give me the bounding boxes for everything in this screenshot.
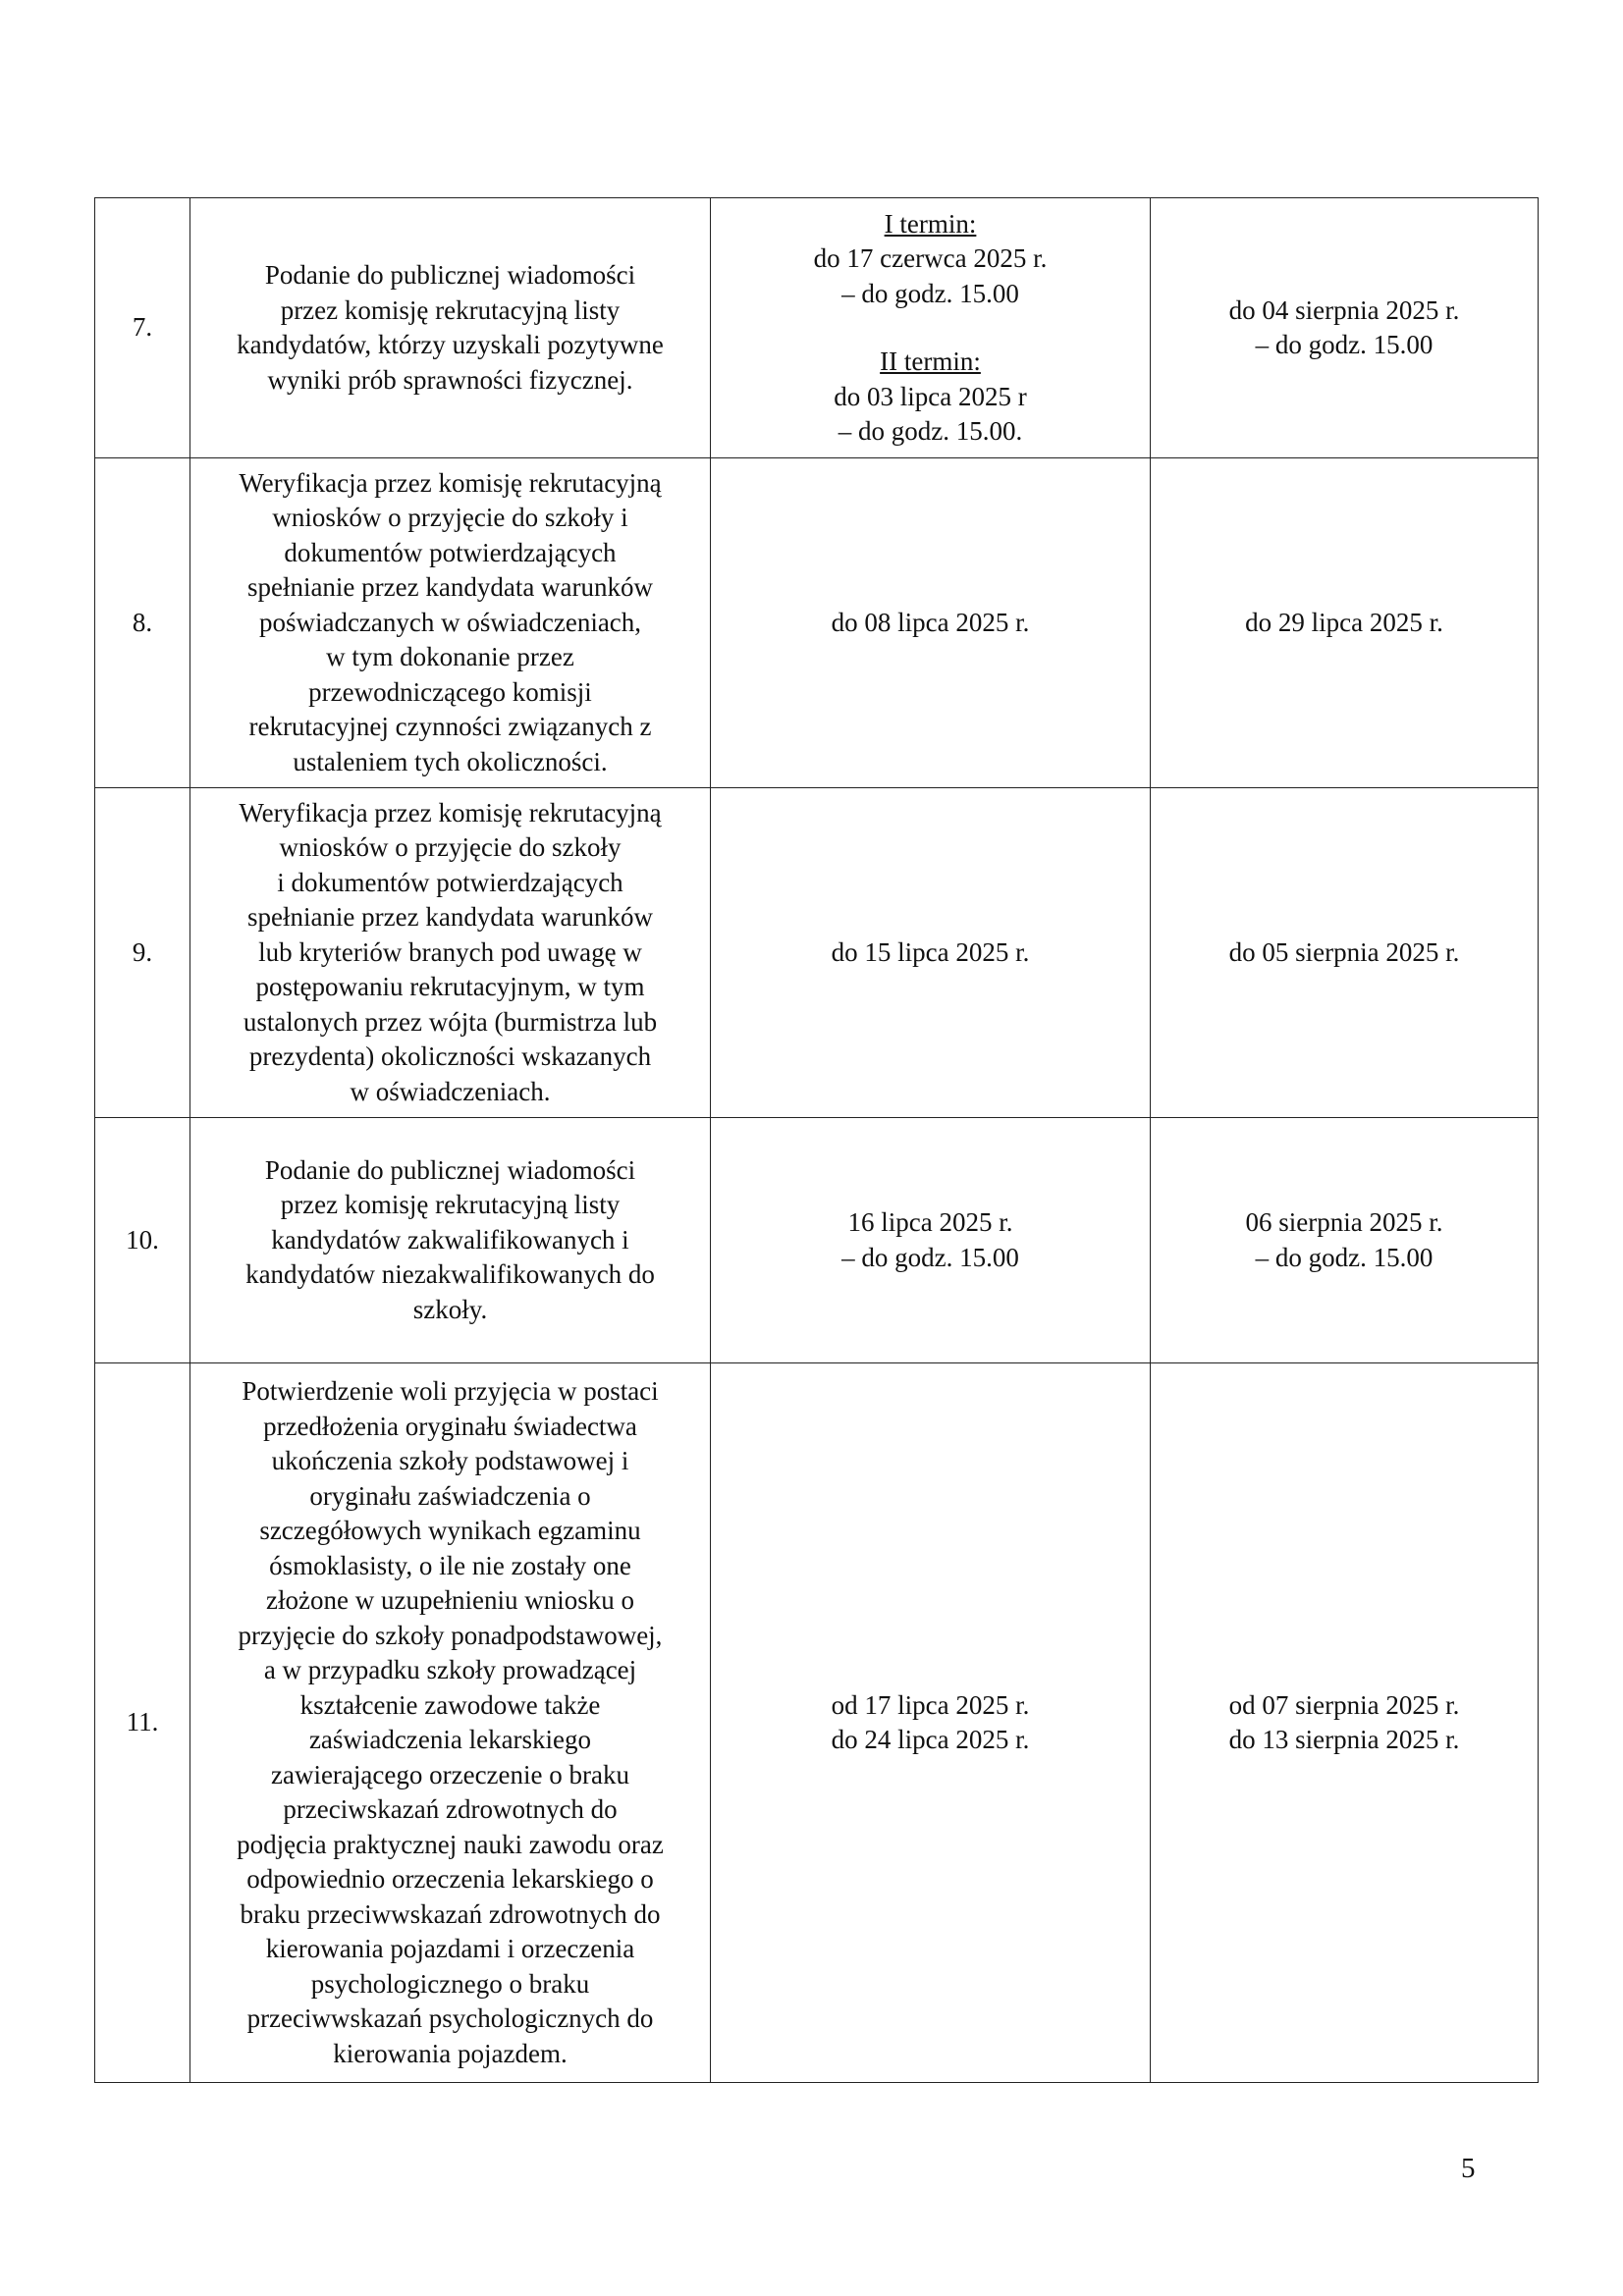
term-line: do 15 lipca 2025 r. [831, 936, 1030, 967]
table-row [95, 788, 1539, 1118]
term-line: do 17 czerwca 2025 r. [813, 243, 1048, 273]
description-line: kandydatów zakwalifikowanych i [271, 1224, 629, 1255]
description-line: Weryfikacja przez komisję rekrutacyjną [239, 797, 662, 828]
primary-term-cell [711, 1363, 1151, 2083]
recruitment-schedule-table [94, 197, 1539, 2083]
term-line: – do godz. 15.00 [1255, 1242, 1434, 1272]
term-line: – do godz. 15.00 [1255, 330, 1434, 359]
term-line: – do godz. 15.00. [838, 416, 1023, 446]
description-line: złożone w uzupełnieniu wniosku o [266, 1585, 634, 1615]
description-line: spełnianie przez kandydata warunków [246, 572, 654, 603]
term-line: do 29 lipca 2025 r. [1245, 607, 1443, 637]
term-line: do 04 sierpnia 2025 r. [1228, 294, 1460, 325]
term-line: do 03 lipca 2025 r [834, 381, 1027, 411]
term-line: do 08 lipca 2025 r. [831, 607, 1030, 637]
description-line: Weryfikacja przez komisję rekrutacyjną [239, 467, 662, 498]
row-number-cell [95, 1363, 190, 2083]
description-line: przeciwskazań zdrowotnych do [283, 1794, 618, 1824]
supplementary-term-cell [1151, 1118, 1539, 1363]
row-number: 9. [132, 936, 153, 967]
description-line: rekrutacyjnej czynności związanych z [248, 712, 652, 742]
description-cell [190, 788, 711, 1118]
description-line: wyniki prób sprawności fizycznej. [267, 364, 633, 395]
row-number-cell [95, 788, 190, 1118]
description-line: i dokumentów potwierdzających [277, 867, 623, 897]
description-line: odpowiednio orzeczenia lekarskiego o [246, 1864, 654, 1894]
description-line: kierowania pojazdami i orzeczenia [265, 1934, 635, 1963]
description-line: a w przypadku szkoły prowadzącej [263, 1655, 637, 1684]
description-line: w oświadczeniach. [350, 1076, 551, 1106]
description-line: Podanie do publicznej wiadomości [264, 1154, 636, 1185]
description-line: zawierającego orzeczenie o braku [270, 1759, 629, 1789]
term-line: – do godz. 15.00 [841, 1242, 1019, 1272]
row-number: 10. [126, 1224, 159, 1255]
table-row [95, 1118, 1539, 1363]
description-line: Podanie do publicznej wiadomości [264, 260, 636, 290]
description-line: przez komisję rekrutacyjną listy [280, 294, 621, 325]
description-line: ustalonych przez wójta (burmistrza lub [243, 1006, 658, 1037]
description-line: przez komisję rekrutacyjną listy [280, 1190, 621, 1220]
description-line: ósmoklasisty, o ile nie zostały one [269, 1550, 631, 1580]
row-number-cell [95, 458, 190, 788]
description-line: prezydenta) okoliczności wskazanych [248, 1041, 652, 1072]
term-heading: I termin: [884, 208, 977, 239]
description-line: przeciwwskazań psychologicznych do [246, 2003, 654, 2033]
description-cell [190, 1118, 711, 1363]
row-number: 11. [126, 1707, 159, 1737]
term-line: od 17 lipca 2025 r. [831, 1689, 1030, 1720]
description-line: kandydatów, którzy uzyskali pozytywne [237, 330, 664, 359]
term-line: od 07 sierpnia 2025 r. [1228, 1689, 1460, 1720]
description-line: szkoły. [412, 1294, 488, 1324]
description-line: poświadczanych w oświadczeniach, [258, 607, 642, 637]
term-line: do 13 sierpnia 2025 r. [1228, 1725, 1460, 1754]
term-line: 16 lipca 2025 r. [847, 1207, 1013, 1237]
table-row [95, 1363, 1539, 2083]
row-number: 8. [132, 607, 153, 637]
row-number: 7. [132, 312, 153, 343]
primary-term-cell [711, 198, 1151, 458]
description-line: lub kryteriów branych pod uwagę w [258, 936, 642, 967]
description-line: oryginału zaświadczenia o [309, 1480, 591, 1511]
primary-term-cell [711, 1118, 1151, 1363]
description-line: ukończenia szkoły podstawowej i [271, 1446, 629, 1475]
description-line: ustaleniem tych okoliczności. [293, 746, 608, 776]
row-number-cell [95, 1118, 190, 1363]
description-line: wniosków o przyjęcie do szkoły i [272, 503, 628, 533]
description-line: Potwierdzenie woli przyjęcia w postaci [242, 1376, 659, 1406]
description-line: braku przeciwwskazań zdrowotnych do [240, 1898, 661, 1929]
supplementary-term-cell [1151, 1363, 1539, 2083]
supplementary-term-cell [1151, 458, 1539, 788]
description-cell [190, 198, 711, 458]
description-line: dokumentów potwierdzających [284, 537, 617, 567]
table-row [95, 198, 1539, 458]
term-line: do 05 sierpnia 2025 r. [1228, 936, 1460, 967]
supplementary-term-cell [1151, 198, 1539, 458]
term-line: do 24 lipca 2025 r. [831, 1725, 1030, 1754]
row-number-cell [95, 198, 190, 458]
description-line: szczegółowych wynikach egzaminu [259, 1516, 641, 1545]
term-heading: II termin: [880, 347, 981, 376]
description-line: zaświadczenia lekarskiego [308, 1725, 592, 1754]
description-line: psychologicznego o braku [310, 1968, 590, 1999]
description-line: spełnianie przez kandydata warunków [246, 902, 654, 933]
description-line: postępowaniu rekrutacyjnym, w tym [255, 972, 645, 1002]
description-line: przewodniczącego komisji [308, 676, 592, 707]
primary-term-cell [711, 788, 1151, 1118]
description-cell [190, 1363, 711, 2083]
description-cell [190, 458, 711, 788]
description-line: kandydatów niezakwalifikowanych do [245, 1259, 655, 1290]
page-number: 5 [1461, 2153, 1476, 2184]
description-line: podjęcia praktycznej nauki zawodu oraz [237, 1829, 664, 1859]
primary-term-cell [711, 458, 1151, 788]
term-line: – do godz. 15.00 [841, 278, 1019, 308]
description-line: przedłożenia oryginału świadectwa [263, 1411, 637, 1441]
term-spacer [725, 311, 1136, 345]
description-line: kształcenie zawodowe także [299, 1689, 601, 1720]
supplementary-term-cell [1151, 788, 1539, 1118]
term-line: 06 sierpnia 2025 r. [1245, 1207, 1443, 1237]
description-line: wniosków o przyjęcie do szkoły [279, 832, 622, 863]
description-line: przyjęcie do szkoły ponadpodstawowej, [238, 1620, 663, 1650]
description-line: kierowania pojazdem. [333, 2038, 568, 2068]
description-line: w tym dokonanie przez [326, 642, 574, 672]
table-row [95, 458, 1539, 788]
